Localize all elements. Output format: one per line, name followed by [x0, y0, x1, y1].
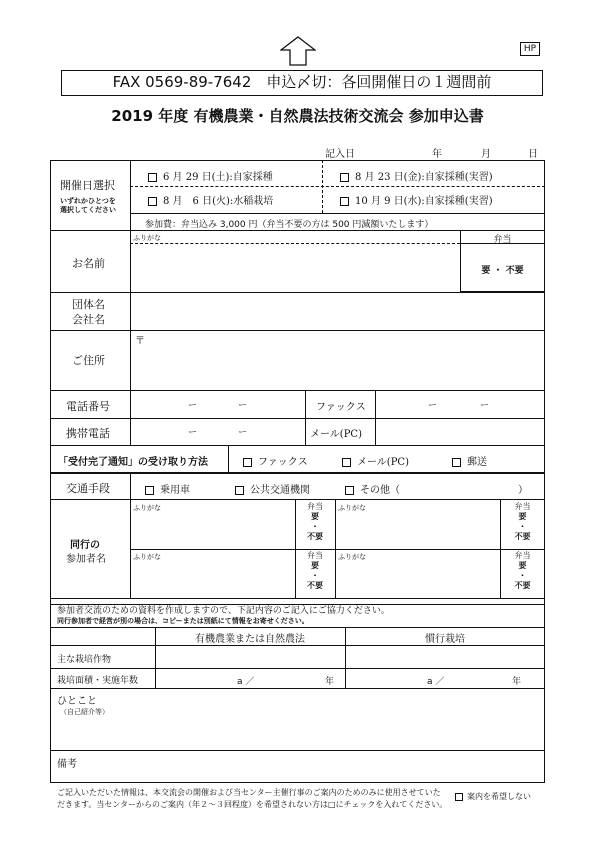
- date-label: 記入日: [325, 149, 355, 160]
- bento-dot: ・: [518, 571, 527, 580]
- intro-label: ひとこと: [57, 696, 97, 707]
- bento-yes: 要: [518, 512, 527, 521]
- bento-label: 弁当: [514, 551, 531, 560]
- companion-1-furigana: ふりがな: [133, 504, 161, 512]
- transport-car-checkbox[interactable]: [145, 486, 154, 495]
- date-option-4[interactable]: [340, 192, 493, 207]
- intro-input[interactable]: [52, 716, 542, 746]
- name-bento-label: 弁当: [493, 235, 512, 245]
- survey-col-conventional: 慣行栽培: [425, 634, 465, 645]
- name-bento-choice[interactable]: 要 ・ 不要: [481, 266, 524, 276]
- receipt-option-post[interactable]: [452, 453, 487, 468]
- bento-no: 不要: [307, 581, 323, 590]
- bento-label: 弁当: [514, 502, 531, 511]
- companion-1-bento[interactable]: [295, 502, 335, 542]
- mobile-dash-2: ー: [238, 428, 248, 438]
- postal-mark: 〒: [135, 336, 145, 347]
- area-organic-unit: a ／: [237, 677, 255, 687]
- bento-dot: ・: [311, 571, 319, 580]
- footer-text-1: ご記入いただいた情報は、本交流会の開催および当センター主催行事のご案内のためのみに使用させていた: [57, 788, 441, 797]
- transport-label: 交通手段: [66, 482, 110, 495]
- transport-public-label: 公共交通機関: [250, 485, 310, 496]
- companion-2-input[interactable]: [337, 514, 497, 547]
- companion-3-furigana: ふりがな: [133, 553, 161, 561]
- date-option-3-label: 8 月 6 日(火):水稲栽培: [163, 196, 274, 207]
- survey-intro: 参加者交流のための資料を作成しますので、下記内容のご記入にご協力ください。: [57, 606, 390, 616]
- fax-input[interactable]: [378, 392, 542, 416]
- mail-label: メール(PC): [310, 429, 362, 440]
- transport-other-close: ）: [518, 485, 528, 496]
- bento-dot: ・: [311, 522, 319, 531]
- crops-organic-input[interactable]: [157, 647, 343, 666]
- bento-no: 不要: [307, 532, 323, 541]
- phone-dash-2: ー: [238, 401, 248, 411]
- transport-option-other[interactable]: [345, 481, 400, 496]
- date-option-2-label: 8 月 23 日(金):自家採種(実習): [355, 172, 493, 183]
- phone-dash-1: ー: [188, 401, 198, 411]
- receipt-fax-label: ファックス: [258, 457, 308, 468]
- fee-note: 参加費：弁当込み 3,000 円（弁当不要の方は 500 円減額いたします）: [145, 220, 434, 230]
- bento-yes: 要: [311, 561, 319, 570]
- transport-public-checkbox[interactable]: [235, 486, 244, 495]
- fax-banner-text: FAX 0569-89-7642 申込〆切：各回開催日の１週間前: [112, 73, 492, 91]
- receipt-mail-checkbox[interactable]: [342, 458, 351, 467]
- date-option-1[interactable]: [148, 168, 273, 183]
- address-input[interactable]: [132, 345, 542, 388]
- page-title: 2019 年度 有機農業・自然農法技術交流会 参加申込書: [111, 107, 484, 125]
- date-month: 月: [481, 149, 491, 160]
- bento-no: 不要: [514, 532, 531, 541]
- receipt-option-fax[interactable]: [243, 453, 308, 468]
- companions-label-1: 同行の: [70, 540, 100, 551]
- mobile-label: 携帯電話: [66, 427, 110, 440]
- hp-mark: HP: [520, 42, 540, 56]
- survey-row-crops: 主な栽培作物: [57, 655, 112, 665]
- date-option-1-label: 6 月 29 日(土):自家採種: [163, 172, 273, 183]
- transport-other-label: その他（: [360, 485, 400, 496]
- survey-note: 同行参加者で経営が別の場合は、コピーまたは別紙にて情報をお寄せください。: [57, 617, 309, 625]
- footer-text-2: だきます。当センターからのご案内（年２～３回程度）を希望されない方は□にチェックを入れてください。: [57, 800, 448, 809]
- transport-option-car[interactable]: [145, 481, 190, 496]
- org-label-1: 団体名: [72, 298, 105, 311]
- phone-input[interactable]: [132, 392, 302, 416]
- footer-optout[interactable]: [455, 791, 531, 802]
- area-organic-year: 年: [325, 677, 335, 687]
- companion-4-input[interactable]: [337, 563, 497, 596]
- transport-other-checkbox[interactable]: [345, 486, 354, 495]
- dates-note-1: いずれかひとつを: [60, 197, 116, 205]
- fax-label: ファックス: [316, 402, 366, 413]
- survey-col-organic: 有機農業または自然農法: [195, 634, 305, 645]
- receipt-label-text: 「受付完了通知」の受け取り方法: [58, 457, 208, 468]
- survey-row-area: 栽培面積・実施年数: [57, 676, 139, 686]
- phone-label: 電話番号: [66, 400, 110, 413]
- intro-sub: （自己紹介等）: [60, 708, 109, 716]
- dates-label: 開催日選択: [60, 179, 115, 192]
- area-conventional-unit: a ／: [427, 677, 445, 687]
- optout-checkbox[interactable]: [455, 793, 463, 801]
- name-label: お名前: [72, 257, 105, 270]
- bento-no: 不要: [514, 581, 531, 590]
- fax-banner: [61, 70, 543, 96]
- optout-label: 案内を希望しない: [467, 792, 531, 801]
- receipt-fax-checkbox[interactable]: [243, 458, 252, 467]
- remarks-label: 備考: [57, 759, 77, 770]
- companion-2-furigana: ふりがな: [338, 504, 366, 512]
- fax-dash-2: ー: [480, 401, 490, 411]
- remarks-input[interactable]: [52, 766, 542, 781]
- bento-label: 弁当: [307, 502, 323, 511]
- fax-dash-1: ー: [428, 401, 438, 411]
- transport-option-public[interactable]: [235, 481, 310, 496]
- companions-label-2: 参加者名: [66, 554, 106, 565]
- name-furigana: ふりがな: [133, 234, 161, 242]
- receipt-label: [58, 453, 208, 468]
- area-conventional-year: 年: [512, 677, 522, 687]
- date-option-4-label: 10 月 9 日(水):自家採種(実習): [355, 196, 493, 207]
- bento-yes: 要: [518, 561, 527, 570]
- receipt-mail-label: メール(PC): [357, 457, 409, 468]
- receipt-post-checkbox[interactable]: [452, 458, 461, 467]
- org-label-2: 会社名: [72, 313, 105, 326]
- bento-dot: ・: [518, 522, 527, 531]
- companion-3-input[interactable]: [132, 563, 292, 596]
- transport-car-label: 乗用車: [160, 485, 190, 496]
- companion-2-bento[interactable]: [500, 502, 545, 542]
- date-option-3-checkbox[interactable]: [148, 197, 157, 206]
- companion-1-input[interactable]: [132, 514, 292, 547]
- bento-label: 弁当: [307, 551, 323, 560]
- dates-note-2: 選択してください: [60, 206, 116, 214]
- address-label: ご住所: [72, 354, 105, 367]
- mail-input[interactable]: [378, 420, 542, 444]
- date-option-3[interactable]: [148, 192, 273, 207]
- bento-yes: 要: [311, 512, 319, 521]
- receipt-post-label: 郵送: [467, 457, 487, 468]
- mobile-input[interactable]: [132, 420, 302, 444]
- crops-conventional-input[interactable]: [347, 647, 543, 666]
- companion-3-bento[interactable]: [295, 551, 335, 591]
- date-option-1-checkbox[interactable]: [148, 173, 157, 182]
- companion-4-bento[interactable]: [500, 551, 545, 591]
- date-option-4-checkbox[interactable]: [340, 197, 349, 206]
- arrow-up-icon: [280, 36, 316, 66]
- date-option-2[interactable]: [340, 168, 493, 183]
- companion-4-furigana: ふりがな: [338, 553, 366, 561]
- receipt-option-mail[interactable]: [342, 453, 409, 468]
- date-day: 日: [528, 149, 538, 160]
- mobile-dash-1: ー: [188, 428, 198, 438]
- date-option-2-checkbox[interactable]: [340, 173, 349, 182]
- name-input[interactable]: [132, 246, 458, 290]
- date-year: 年: [432, 149, 442, 160]
- org-input[interactable]: [132, 294, 542, 328]
